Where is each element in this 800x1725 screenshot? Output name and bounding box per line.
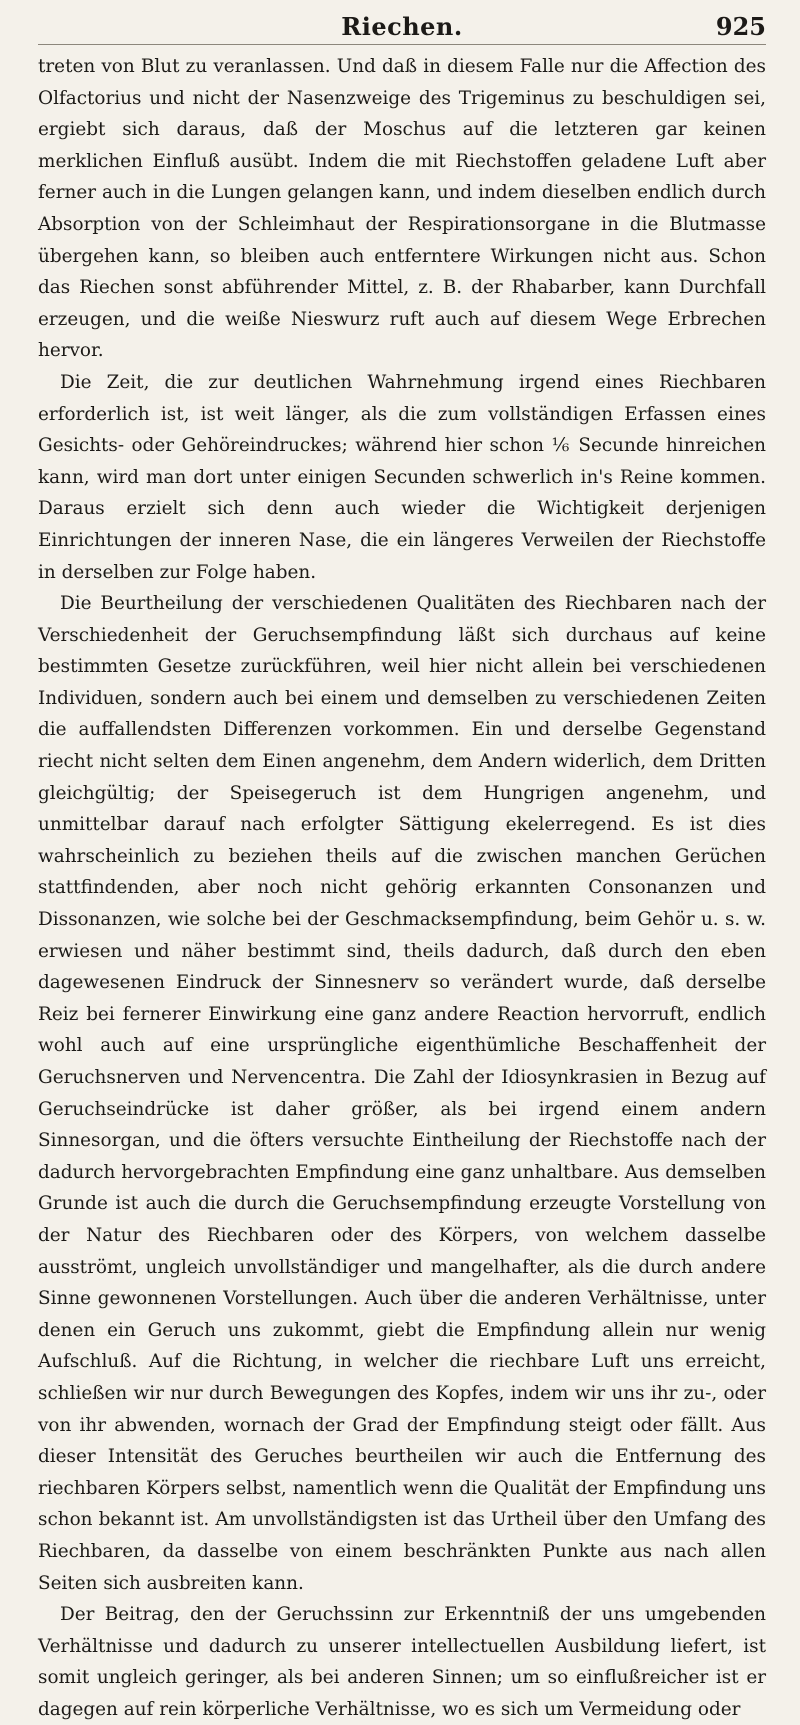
paragraph-2: Die Zeit, die zur deutlichen Wahrnehmung irgend eines Riechbaren erforderlich ist, ist weit länger, als die zum vollständigen Erfassen eines Gesichts- oder Gehöreindruckes; während hier schon ⅙ Secunde hinreichen kann, wird man dort unter einigen Secunden schwerlich in's Reine kommen. Daraus erzielt sich denn auch wieder die Wichtigkeit derjenigen Einrichtungen der inneren Nase, die ein längeres Verweilen der Riechstoffe in derselben zur Folge haben. xyxy=(38,371,766,583)
paragraph-1: treten von Blut zu veranlassen. Und daß in diesem Falle nur die Affection des Olfactorius und nicht der Nasenzweige des Trigeminus zu beschuldigen sei, ergiebt sich daraus, daß der Moschus auf die letzteren gar keinen merklichen Einfluß ausübt. Indem die mit Riechstoffen geladene Luft aber ferner auch in die Lungen gelangen kann, und indem dieselben endlich durch Absorption von der Schleimhaut der Respirationsorgane in die Blutmasse übergehen kann, so bleiben auch entferntere Wirkungen nicht aus. Schon das Riechen sonst abführender Mittel, z. B. der Rhabarber, kann Durchfall erzeugen, und die weiße Nieswurz ruft auch auf diesem Wege Erbrechen hervor. xyxy=(38,56,766,362)
paragraph-3: Die Beurtheilung der verschiedenen Qualitäten des Riechbaren nach der Verschiedenheit der Geruchsempfindung läßt sich durchaus auf keine bestimmten Gesetze zurückführen, weil hier nicht allein bei verschiedenen Individuen, sondern auch bei einem und demselben zu verschiedenen Zeiten die auffallendsten Differenzen vorkommen. Ein und derselbe Gegenstand riecht nicht selten dem Einen angenehm, dem Andern widerlich, dem Dritten gleichgültig; der Speisegeruch ist dem Hungrigen angenehm, und unmittelbar darauf nach erfolgter Sättigung ekelerregend. Es ist dies wahrscheinlich zu beziehen theils auf die zwischen manchen Gerüchen stattfindenden, aber noch nicht gehörig erkannten Consonanzen und Dissonanzen, wie solche bei der Geschmacksempfindung, beim Gehör u. s. w. erwiesen und näher bestimmt sind, theils dadurch, daß durch den eben dagewesenen Eindruck der Sinnesnerv so verändert wurde, daß derselbe Reiz bei fernerer Einwirkung eine ganz andere Reaction hervorruft, endlich wohl auch auf eine ursprüngliche eigenthümliche Beschaffenheit der Geruchsnerven und Nervencentra. Die Zahl der Idiosynkrasien in Bezug auf Geruchseindrücke ist daher größer, als bei irgend einem andern Sinnesorgan, und die öfters versuchte Eintheilung der Riechstoffe nach der dadurch hervorgebrachten Empfindung eine ganz unhaltbare. Aus demselben Grunde ist auch die durch die Geruchsempfindung erzeugte Vorstellung von der Natur des Riechbaren oder des Körpers, von welchem dasselbe ausströmt, ungleich unvollständiger und mangelhafter, als die durch andere Sinne gewonnenen Vorstellungen. Auch über die anderen Verhältnisse, unter denen ein Geruch uns zukommt, giebt die Empfindung allein nur wenig Aufschluß. Auf die Richtung, in welcher die riechbare Luft uns erreicht, schließen wir nur durch Bewegungen des Kopfes, indem wir uns ihr zu-, oder von ihr abwenden, wornach der Grad der Empfindung steigt oder fällt. Aus dieser Intensität des Geruches beurtheilen wir auch die Entfernung des riechbaren Körpers selbst, namentlich wenn die Qualität der Empfindung uns schon bekannt ist. Am unvollständigsten ist das Urtheil über den Umfang des Riechbaren, da dasselbe von einem beschränkten Punkte aus nach allen Seiten sich ausbreiten kann. xyxy=(38,593,766,1594)
body-text xyxy=(38,51,766,1725)
paragraph-4: Der Beitrag, den der Geruchssinn zur Erkenntniß der uns umgebenden Verhältnisse und dadurch zu unserer intellectuellen Ausbildung liefert, ist somit ungleich geringer, als bei anderen Sinnen; um so einflußreicher ist er dagegen auf rein körperliche Verhältnisse, wo es sich um Vermeidung oder xyxy=(38,1604,766,1720)
page-number: 925 xyxy=(715,12,766,41)
book-page xyxy=(38,10,766,1725)
running-title: Riechen. xyxy=(341,12,463,41)
running-head xyxy=(38,10,766,45)
